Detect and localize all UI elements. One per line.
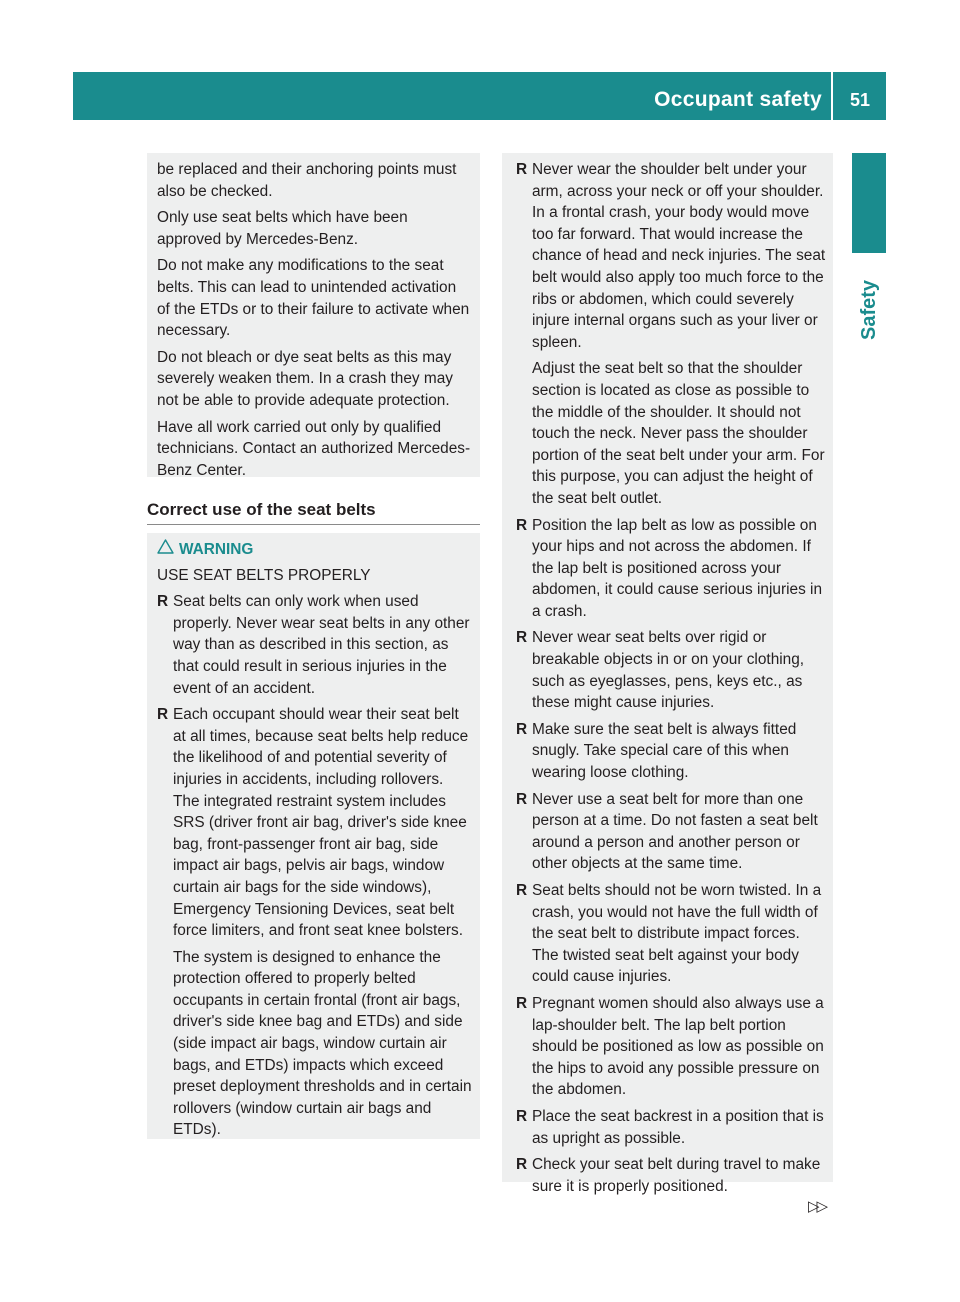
warning-label: WARNING [179, 541, 254, 558]
page-number: 51 [849, 90, 871, 110]
paragraph: Pregnant women should also always use a lap-shoulder belt. The lap belt portion should be positioned as low as possible on the hips to avoid any possible pressure on the abdomen. [532, 994, 824, 1099]
right-info-box [502, 153, 833, 1195]
paragraph: Adjust the seat belt so that the shoulder section is located as close as possible to the middle of the shoulder. It should not touch the neck. Never pass the shoulder portion of the seat belt under your arm. For this purpose, you can adjust the height of the seat belt outlet. [532, 360, 825, 507]
list-item [516, 1106, 827, 1149]
list-item [516, 880, 827, 988]
list-item [157, 591, 472, 699]
side-tab-marker [852, 153, 886, 253]
paragraph: Never wear seat belts over rigid or breakable objects in or on your clothing, such as eyeglasses, pens, keys etc., as these might cause injuries. [532, 629, 805, 712]
paragraph: Seat belts should not be worn twisted. In a crash, you would not have the full width of the seat belt to distribute impact forces. The twisted seat belt against your body could cause injuries. [532, 882, 822, 986]
paragraph: be replaced and their anchoring points must also be checked. [157, 161, 457, 200]
warning-box [147, 533, 480, 1139]
bullet-marker: R [516, 720, 528, 738]
list-item [516, 993, 827, 1101]
paragraph: Only use seat belts which have been approved by Mercedes-Benz. [157, 209, 408, 248]
paragraph: Make sure the seat belt is always fitted snugly. Take special care of this when wearing loose clothing. [532, 720, 797, 782]
list-item [516, 719, 827, 784]
list-item [516, 515, 827, 623]
bullet-marker: R [516, 161, 528, 178]
header-divider [831, 72, 833, 120]
paragraph: The system is designed to enhance the protection offered to properly belted occupants in certain frontal (front air bags, driver's side knee bag and ETDs) and side (side impact air bags, window curtain air bags, and ETDs) impacts which exceed preset deployment thresholds and in certain rollovers (window curtain air bags and ETDs). [173, 948, 472, 1139]
bullet-marker: R [516, 790, 528, 808]
seat-belt-rules-list [516, 159, 827, 1197]
bullet-marker: R [516, 882, 528, 899]
list-item [516, 627, 827, 713]
paragraph: Do not make any modifications to the seat belts. This can lead to unintended activation of the ETDs or to their failure to activate when necessary. [157, 257, 470, 340]
paragraph: Position the lap belt as low as possible on your hips and not across the abdomen. If the lap belt is positioned across your abdomen, it could cause serious injuries in a crash. [532, 516, 823, 620]
bullet-marker: R [516, 994, 528, 1012]
paragraph: Do not bleach or dye seat belts as this may severely weaken them. In a crash they may not be able to provide adequate protection. [157, 348, 453, 409]
warning-list [157, 591, 472, 1141]
list-item [516, 1154, 827, 1197]
paragraph: Check your seat belt during travel to make sure it is properly positioned. [532, 1156, 821, 1195]
list-item [157, 704, 472, 1141]
section-heading: Correct use of the seat belts [147, 500, 376, 519]
section-divider [147, 524, 480, 525]
list-item [516, 159, 827, 510]
warning-header [157, 539, 472, 561]
list-item [516, 789, 827, 875]
continued-arrows-icon: ▷▷ [808, 1198, 826, 1215]
bullet-marker: R [516, 1156, 528, 1174]
bullet-marker: R [157, 593, 169, 611]
paragraph: Never wear the shoulder belt under your arm, across your neck or off your shoulder. In a frontal crash, your body would move too far forward. That would increase the chance of head and neck injuries. The seat belt would also apply too much force to the ribs or abdomen, which could severely injure internal organs such as your liver or spleen. [532, 161, 826, 351]
bullet-marker: R [516, 516, 528, 534]
paragraph: Have all work carried out only by qualified technicians. Contact an authorized Mercedes-Benz Center. [157, 418, 471, 479]
warning-subtitle: USE SEAT BELTS PROPERLY [157, 566, 371, 584]
side-tab-label: Safety [858, 279, 880, 340]
paragraph: Each occupant should wear their seat belt at all times, because seat belts help reduce the likelihood of and potential severity of injuries in accidents, including rollovers. The integrated restraint system includes SRS (driver front air bag, driver's side knee bag, front-passenger front air bag, side impact air bags, pelvis air bags, window curtain air bags for the side windows), Emergency Tensioning Devices, seat belt force limiters, and front seat knee bolsters. [173, 706, 469, 940]
warning-triangle-icon [157, 539, 179, 561]
bullet-marker: R [157, 706, 169, 724]
header-bar [73, 72, 886, 120]
paragraph: Place the seat backrest in a position that is as upright as possible. [532, 1107, 824, 1147]
top-info-box [147, 153, 480, 477]
bullet-marker: R [516, 629, 528, 647]
page-title: Occupant safety [654, 88, 822, 111]
bullet-marker: R [516, 1107, 528, 1125]
paragraph: Seat belts can only work when used properly. Never wear seat belts in any other way than as described in this section, as that could result in serious injuries in the event of an accident. [173, 593, 470, 697]
paragraph: Never use a seat belt for more than one person at a time. Do not fasten a seat belt around a person and another person or other objects at the same time. [532, 790, 818, 873]
